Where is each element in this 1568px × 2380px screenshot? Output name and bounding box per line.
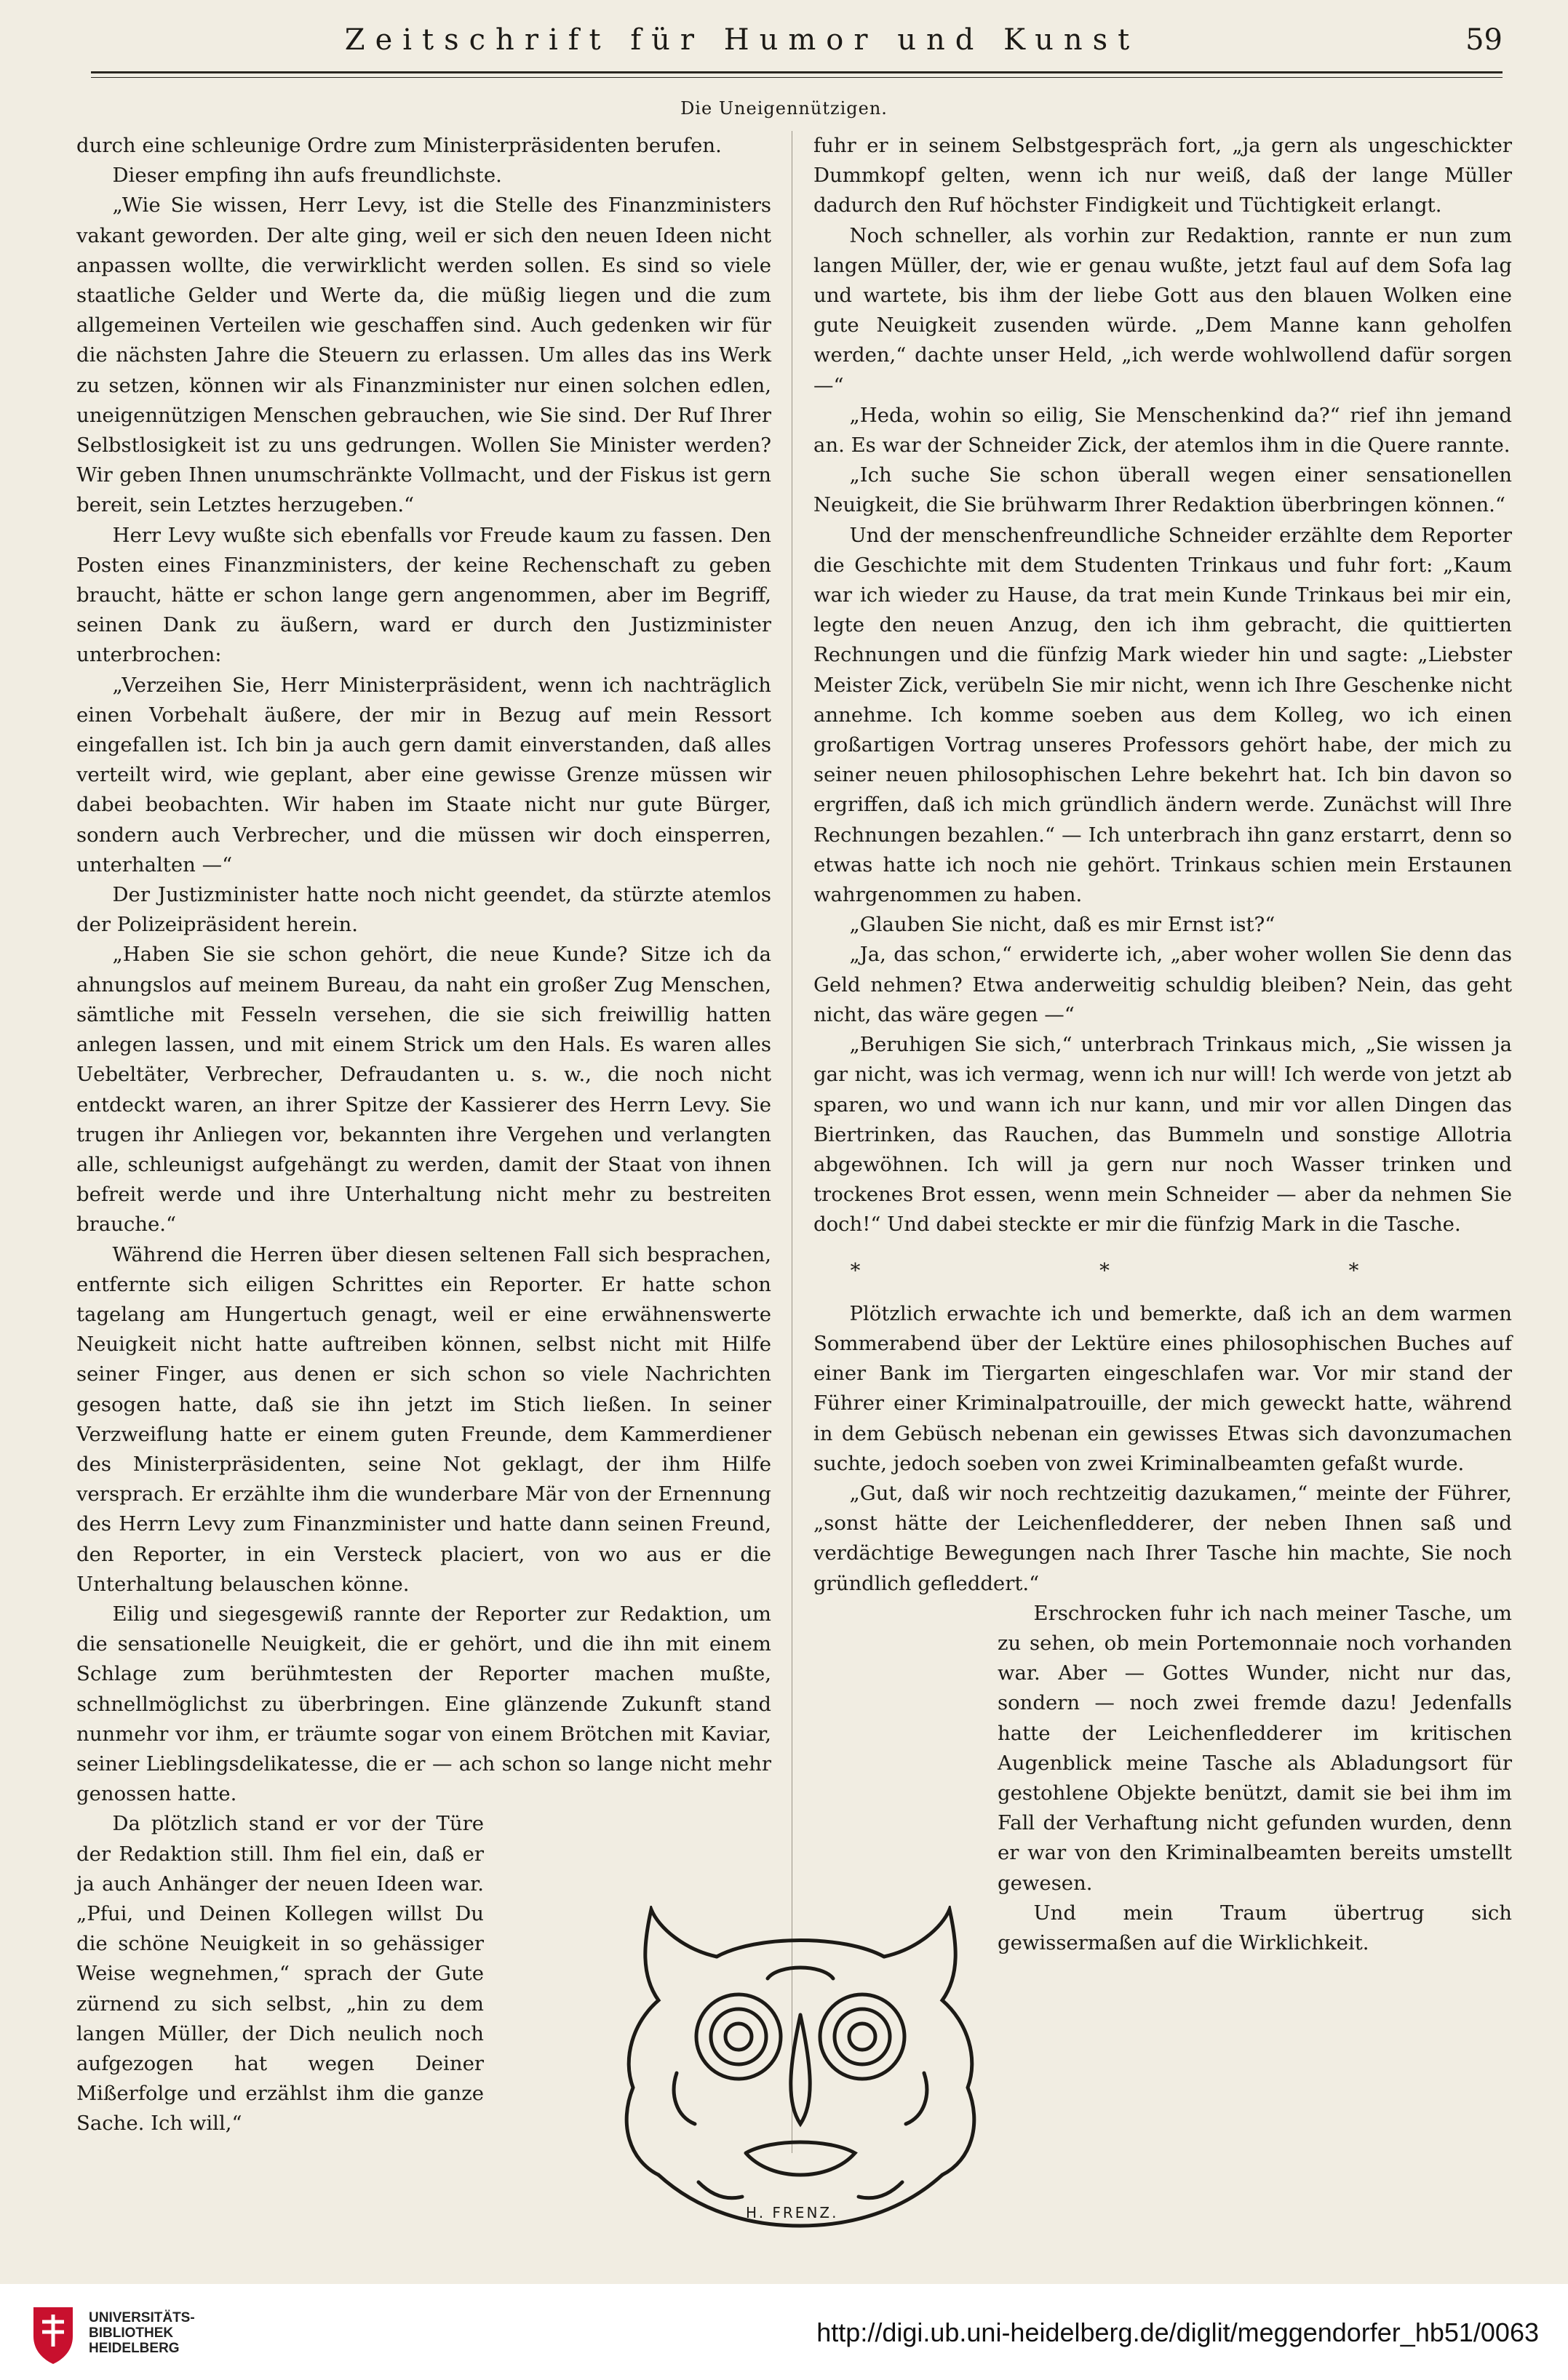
running-header: Zeitschrift für Humor und Kunst: [344, 23, 1140, 57]
paragraph: „Heda, wohin so eilig, Sie Menschenkind da?“ rief ihn jemand an. Es war der Schneider Zick, der atemlos ihm in die Quere rannte.: [813, 403, 1512, 458]
paragraph: „Glauben Sie nicht, daß es mir Ernst ist?“: [849, 913, 1276, 937]
paragraph: Da plötzlich stand er vor der Türe der Redaktion still. Ihm fiel ein, daß er ja auch Anhänger der neuen Ideen war. „Pfui, und Deinen Kollegen willst Du die schöne Neuigkeit in so gehässiger Weise wegnehmen,“ sprach der Gute zürnend zu sich selbst, „hin zu dem langen Müller, der Dich neulich noch aufgezogen hat wegen Deiner Mißerfolge und erzählst ihm die ganze Sache. Ich will,“: [76, 1812, 484, 2136]
paragraph: Noch schneller, als vorhin zur Redaktion, rannte er nun zum langen Müller, der, wie er genau wußte, jetzt faul auf dem Sofa lag und wartete, bis ihm der liebe Gott aus den blauen Wolken eine gute Neuigkeit zusenden würde. „Dem Manne kann geholfen werden,“ dachte unser Held, „ich werde wohlwollend dafür sorgen —“: [813, 223, 1512, 397]
paragraph: Herr Levy wußte sich ebenfalls vor Freude kaum zu fassen. Den Posten eines Finanzministers, der keine Rechenschaft zu geben braucht, hätte er schon lange gern angenommen, aber im Begriff, seinen Dank zu äußern, ward er durch den Justizminister unterbrochen:: [76, 523, 771, 667]
mask-illustration: [589, 1906, 1011, 2233]
paragraph: „Ich suche Sie schon überall wegen einer sensationellen Neuigkeit, die Sie brühwarm Ihrer Redaktion überbringen können.“: [813, 463, 1512, 517]
paragraph: „Wie Sie wissen, Herr Levy, ist die Stelle des Finanzministers vakant geworden. Der alte ging, weil er sich den neuen Ideen nicht anpassen wollte, die verwirklicht werden sollen. Es sind so viele staatliche Gelder und Werte da, die müßig liegen und die zum allgemeinen Verteilen wie geschaffen sind. Auch gedenken wir für die nächsten Jahre die Steuern zu erlassen. Um alles das ins Werk zu setzen, können wir als Finanzminister nur einen solchen edlen, uneigennützigen Menschen gebrauchen, wie Sie sind. Der Ruf Ihrer Selbstlosigkeit ist zu uns gedrungen. Wollen Sie Minister werden? Wir geben Ihnen unumschränkte Vollmacht, und der Fiskus ist gern bereit, sein Letztes herzugeben.“: [76, 193, 771, 517]
paragraph: Plötzlich erwachte ich und bemerkte, daß ich an dem warmen Sommerabend über der Lektüre eines philosophischen Buches auf einer Bank im Tiergarten eingeschlafen war. Vor mir stand der Führer einer Kriminalpatrouille, der mich geweckt hatte, während in dem Gebüsch nebenan ein gewisses Etwas sich davonzumachen suchte, jedoch soeben von zwei Kriminalbeamten gefaßt wurde.: [813, 1301, 1512, 1475]
paragraph: Eilig und siegesgewiß rannte der Reporter zur Redaktion, um die sensationelle Neuigkeit, die er gehört, und die ihn mit einem Schlage zum berühmtesten der Reporter machen mußte, schnellmöglichst zu überbringen. Eine glänzende Zukunft stand nunmehr vor ihm, er träumte sogar von einem Brötchen mit Kaviar, seiner Lieblingsdelikatesse, die er — ach schon so lange nicht mehr genossen hatte.: [76, 1602, 771, 1806]
paragraph: „Haben Sie sie schon gehört, die neue Kunde? Sitze ich da ahnungslos auf meinem Bureau, da naht ein großer Zug Menschen, sämtliche mit Fesseln versehen, die sie sich freiwillig hatten anlegen lassen, und mit einem Strick um den Hals. Es waren alles Uebeltäter, Verbrecher, Defraudanten u. s. w., die noch nicht entdeckt waren, an ihrer Spitze der Kassierer des Herrn Levy. Sie trugen ihr Anliegen vor, bekannten ihre Vergehen und verlangten alle, schleunigst aufgehängt zu werden, damit der Staat von ihnen befreit werde und ihre Unterhaltung nicht mehr zu bestreiten brauche.“: [76, 943, 771, 1237]
paragraph: Während die Herren über diesen seltenen Fall sich besprachen, entfernte sich eiligen Schrittes ein Reporter. Er hatte schon tagelang am Hungertuch genagt, weil er eine erwähnenswerte Neuigkeit nicht hatte auftreiben können, selbst nicht mit Hilfe seiner Finger, aus denen er sich schon so viele Nachrichten gesogen hatte, daß sie ihn jetzt im Stich ließen. In seiner Verzweiflung hatte er einem guten Freunde, dem Kammerdiener des Ministerpräsidenten, seine Not geklagt, der ihm Hilfe versprach. Er erzählte ihm die wunderbare Mär von der Ernennung des Herrn Levy zum Finanzminister und hatte dann seinen Freund, den Reporter, in ein Versteck placiert, von wo aus er die Unterhaltung belauschen könne.: [76, 1242, 771, 1596]
illustration-signature: H. FRENZ.: [746, 2204, 839, 2221]
library-footer: [0, 2284, 1568, 2380]
paragraph: „Gut, daß wir noch rechtzeitig dazukamen,“ meinte der Führer, „sonst hätte der Leichenfledderer, der neben Ihnen saß und verdächtige Bewegungen nach Ihrer Tasche hin machte, Sie noch gründlich gefleddert.“: [813, 1481, 1512, 1595]
header-rule-thin: [91, 77, 1503, 78]
university-seal-icon: [28, 2300, 79, 2365]
paragraph: „Ja, das schon,“ erwiderte ich, „aber woher wollen Sie denn das Geld nehmen? Etwa anderweitig schuldig bleiben? Nein, das geht nicht, das wäre gegen —“: [813, 943, 1512, 1026]
library-name: UNIVERSITÄTS- BIBLIOTHEK HEIDELBERG: [89, 2310, 195, 2356]
header-rule-thick: [91, 71, 1503, 73]
left-column: [76, 131, 771, 2195]
paragraph: Dieser empfing ihn aufs freundlichste.: [112, 164, 502, 188]
paragraph: „Verzeihen Sie, Herr Ministerpräsident, wenn ich nachträglich einen Vorbehalt äußere, der mir in Bezug auf mein Ressort eingefallen ist. Ich bin ja auch gern damit einverstanden, daß alles verteilt wird, wie geplant, aber eine gewisse Grenze müssen wir dabei beobachten. Wir haben im Staate nicht nur gute Bürger, sondern auch Verbrecher, und die müssen wir doch einsperren, unterhalten —“: [76, 673, 771, 876]
paragraph: Und der menschenfreundliche Schneider erzählte dem Reporter die Geschichte mit dem Studenten Trinkaus und fuhr fort: „Kaum war ich wieder zu Hause, da trat mein Kunde Trinkaus bei mir ein, legte den neuen Anzug, den ich ihm gebracht, die quittierten Rechnungen und die fünfzig Mark wieder hin und sagte: „Liebster Meister Zick, verübeln Sie mir nicht, wenn ich Ihre Geschenke nicht annehme. Ich komme soeben aus dem Kolleg, wo ich einen großartigen Vortrag unseres Professors gehört habe, der mich zu seiner neuen philosophischen Lehre bekehrt hat. Ich bin davon so ergriffen, daß ich mich gründlich ändern werde. Zunächst will Ihre Rechnungen bezahlen.“ — Ich unterbrach ihn ganz erstarrt, denn so etwas hatte ich noch nie gehört. Trinkaus schien mein Erstaunen wahrgenommen zu haben.: [813, 523, 1512, 907]
article-title: Die Uneigennützigen.: [680, 98, 888, 119]
paragraph: fuhr er in seinem Selbstgespräch fort, „ja gern als ungeschickter Dummkopf gelten, wenn ich nur weiß, daß der lange Müller dadurch den Ruf höchster Findigkeit und Tüchtigkeit erlangt.: [813, 134, 1512, 217]
paragraph: Und mein Traum übertrug sich gewissermaßen auf die Wirklichkeit.: [998, 1901, 1512, 1954]
page-number: 59: [1465, 23, 1503, 57]
section-break: * * *: [850, 1258, 1476, 1282]
paragraph: „Beruhigen Sie sich,“ unterbrach Trinkaus mich, „Sie wissen ja gar nicht, was ich vermag, wenn ich nur will! Ich werde von jetzt ab sparen, wo und wann ich nur kann, und mir vor allen Dingen das Biertrinken, das Rauchen, das Bummeln und sonstige Allotria abgewöhnen. Ich will ja gern nur noch Wasser trinken und trockenes Brot essen, wenn mein Schneider — aber da nehmen Sie doch!“ Und dabei steckte er mir die fünfzig Mark in die Tasche.: [813, 1033, 1512, 1237]
right-column: [813, 131, 1512, 2007]
paragraph: durch eine schleunige Ordre zum Ministerpräsidenten berufen.: [76, 134, 722, 157]
paragraph: Erschrocken fuhr ich nach meiner Tasche, um zu sehen, ob mein Portemonnaie noch vorhanden war. Aber — Gottes Wunder, nicht nur das, sondern — noch zwei fremde dazu! Jedenfalls hatte der Leichenfledderer im kritischen Augenblick meine Tasche als Abladungsort für gestohlene Objekte benützt, damit sie bei ihm im Fall der Verhaftung nicht gefunden wurden, denn er war von den Kriminalbeamten bereits umstellt gewesen.: [998, 1601, 1512, 1895]
paragraph: Der Justizminister hatte noch nicht geendet, da stürzte atemlos der Polizeipräsident herein.: [76, 883, 771, 937]
source-url-link[interactable]: http://digi.ub.uni-heidelberg.de/diglit/meggendorfer_hb51/0063: [816, 2317, 1539, 2347]
